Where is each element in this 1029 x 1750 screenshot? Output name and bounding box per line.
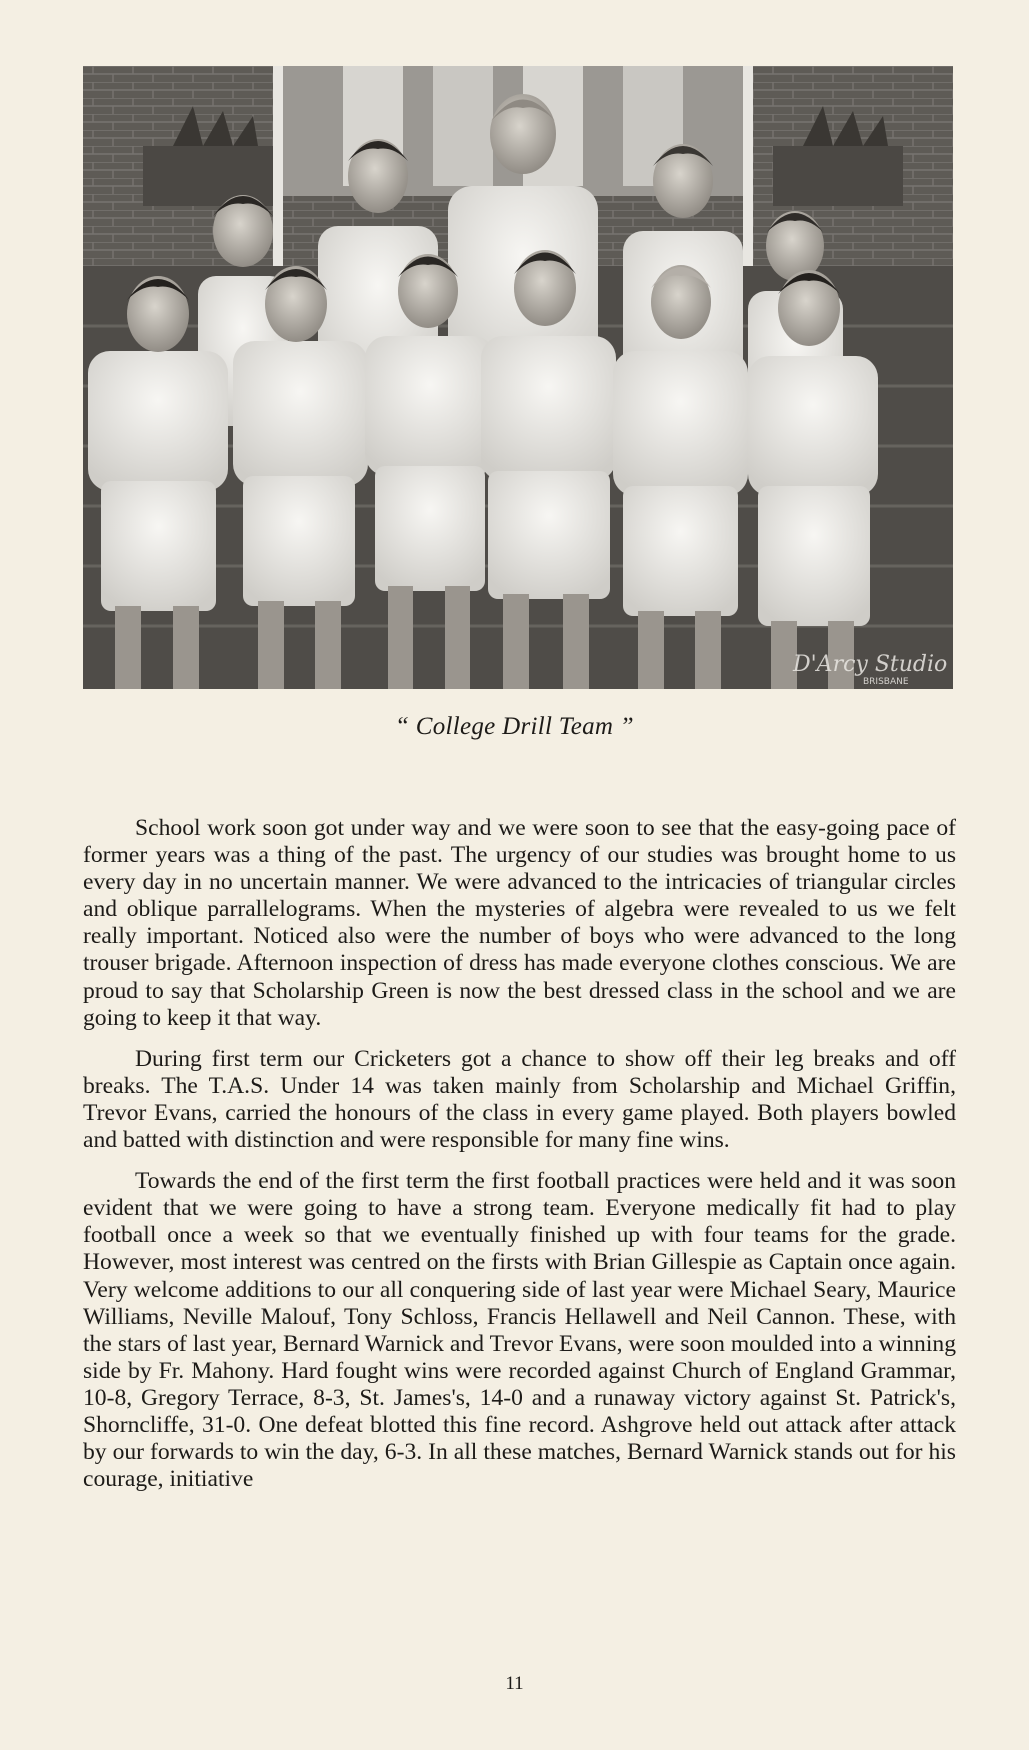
photo-watermark-sub: BRISBANE <box>863 677 909 687</box>
photo-watermark: D'Arcy Studio <box>793 652 948 677</box>
photo-caption: “ College Drill Team ” <box>394 713 635 740</box>
paragraph-football: Towards the end of the first term the first football practices were held and it was soon evident that we were going to have a strong team. Everyone medically fit had to play football once a week so that we eventually finished up with four teams for the grade. However, most interest was centred on the firsts with Brian Gillespie as Captain once again. Very welcome additions to our all conquering side of last year were Michael Seary, Maurice Williams, Neville Malouf, Tony Schloss, Francis Hellawell and Neil Cannon. These, with the stars of last year, Bernard Warnick and Trevor Evans, were soon moulded into a winning side by Fr. Mahony. Hard fought wins were recorded against Church of England Grammar, 10-8, Gregory Terrace, 8-3, St. James's, 14-0 and a runaway victory against St. Patrick's, Shorncliffe, 31-0. One defeat blotted this fine record. Ashgrove held out attack after attack by our forwards to win the day, 6-3. In all these matches, Bernard Warnick stands out for his courage, initiative <box>83 1168 956 1493</box>
team-photo-illustration <box>83 66 953 689</box>
team-photo <box>83 66 953 689</box>
paragraph-cricket: During first term our Cricketers got a chance to show off their leg breaks and off breaks. The T.A.S. Under 14 was taken mainly from Scholarship and Michael Griffin, Trevor Evans, carried the honours of the class in every game played. Both players bowled and batted with distinction and were responsible for many fine wins. <box>83 1045 956 1154</box>
article-body <box>83 815 956 1507</box>
paragraph-school-work: School work soon got under way and we were soon to see that the easy-going pace of former years was a thing of the past. The urgency of our studies was brought home to us every day in no uncertain manner. We were advanced to the intricacies of triangular circles and oblique parrallelograms. When the mysteries of algebra were revealed to us we felt really important. Noticed also were the number of boys who were advanced to the long trouser brigade. Afternoon inspection of dress has made everyone clothes conscious. We are proud to say that Scholarship Green is now the best dressed class in the school and we are going to keep it that way. <box>83 815 956 1031</box>
page-number: 11 <box>505 1673 524 1694</box>
